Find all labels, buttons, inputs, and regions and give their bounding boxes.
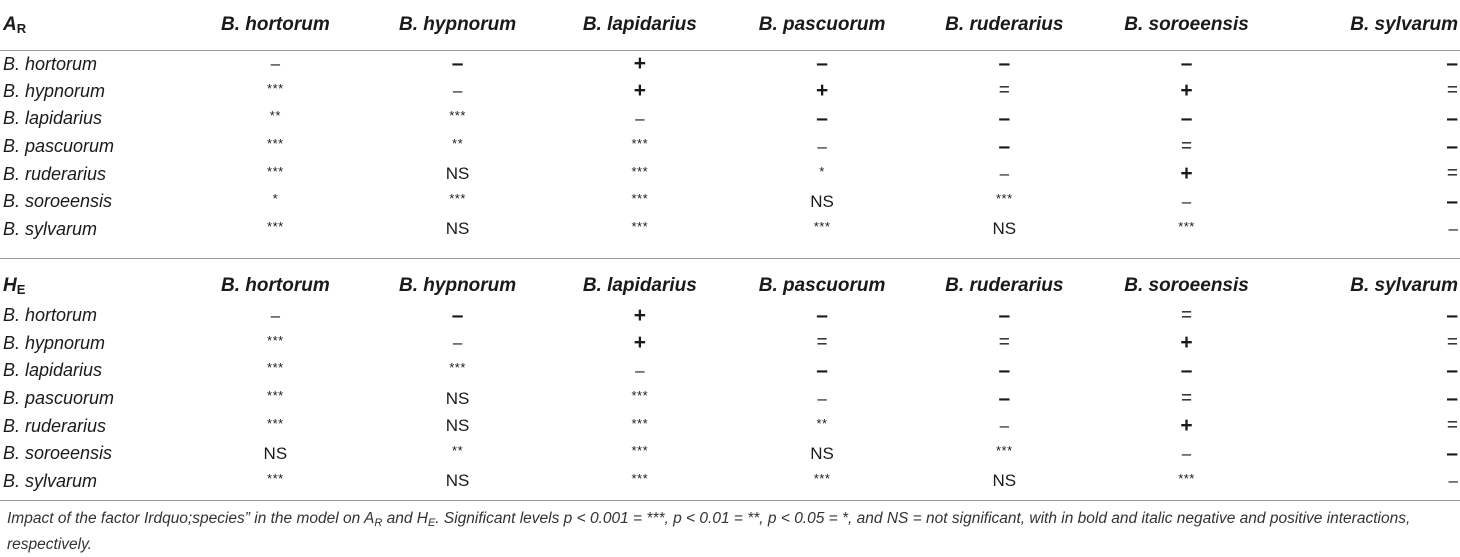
row-label: B. hypnorum [3,80,106,101]
table-cell [549,468,731,496]
table-cell [1278,50,1460,78]
table-cell [184,50,366,78]
cell-value: – [999,416,1010,436]
cell-value: – [816,52,828,76]
cell-value: – [999,164,1010,184]
cell-value: = [816,332,828,354]
table-cell [1095,105,1277,133]
table-cell [1095,78,1277,106]
table-cell [731,412,913,440]
cell-value: – [998,52,1011,76]
cell-value: + [633,79,646,103]
table-row [0,188,1460,216]
row-label: B. pascuorum [3,388,115,409]
column-header: B. hypnorum [399,275,517,296]
table-cell [549,302,731,330]
cell-value: *** [631,470,649,486]
table-cell [731,357,913,385]
header-row [0,0,1460,50]
cell-value: *** [449,191,466,207]
cell-value: *** [813,218,831,234]
column-header: B. soroeensis [1124,13,1249,35]
table-cell [913,302,1095,330]
table-cell [366,412,548,440]
cell-value: ** [452,443,464,459]
cell-value: NS [445,471,470,491]
cell-value: ** [816,415,828,431]
table-cell [1095,468,1277,496]
cell-value: *** [267,360,284,376]
table-row [0,105,1460,133]
table-he [0,270,1460,495]
table-cell [913,357,1095,385]
cell-value: NS [992,219,1017,239]
table-cell [731,302,913,330]
cell-value: = [1180,387,1193,409]
cell-value: ** [452,136,464,152]
cell-value: – [1180,358,1193,382]
row-label: B. ruderarius [3,415,107,436]
table-cell [1278,216,1460,244]
cell-value: *** [267,80,284,96]
table-cell [184,440,366,468]
table-cell [1095,440,1277,468]
table-cell [366,105,548,133]
table-cell [366,330,548,358]
column-header: B. hypnorum [399,13,517,35]
cell-value: = [1180,135,1193,157]
cell-value: – [635,360,645,380]
row-label: B. lapidarius [3,108,103,129]
cell-value: = [1446,415,1458,437]
column-header: B. ruderarius [945,275,1064,296]
table-cell [549,385,731,413]
cell-value: *** [449,108,466,124]
column-header: B. lapidarius [582,13,697,35]
cell-value: + [1180,162,1193,186]
table-cell [366,385,548,413]
row-label: B. lapidarius [3,360,103,381]
table-row [0,50,1460,78]
cell-value: – [1181,191,1192,211]
row-label: B. hortorum [3,53,98,74]
cell-value: + [1180,79,1193,103]
table-caption: Impact of the factor Irdquo;species” in the model on $A_R$ and $H_E$. Significant levels p < 0.001 = ***, p < 0.01 = **, p < 0.05 = *, and NS = not significant, with in bold and italic negative and positive interactions, respectively. [7,510,1411,553]
table-cell [731,188,913,216]
table-row [0,357,1460,385]
cell-value: + [633,331,646,355]
cell-value: *** [1178,218,1195,234]
table-cell [731,105,913,133]
table-cell [731,50,913,78]
table-cell [366,440,548,468]
cell-value: = [998,80,1010,102]
table-row [0,440,1460,468]
table-cell [184,302,366,330]
table-cell [913,330,1095,358]
table-cell [1278,330,1460,358]
cell-value: – [998,358,1011,382]
row-label: B. pascuorum [3,136,115,157]
cell-value: *** [267,218,284,234]
table-divider [0,258,1460,259]
table-cell [731,440,913,468]
cell-value: – [1446,106,1458,130]
table-cell [184,330,366,358]
table-row [0,133,1460,161]
column-header: B. pascuorum [758,13,886,35]
table-cell [366,133,548,161]
cell-value: – [1446,386,1458,410]
cell-value: *** [267,163,284,179]
table-row [0,78,1460,106]
cell-value: NS [263,443,288,463]
cell-value: – [1446,303,1458,327]
column-header: B. pascuorum [758,275,886,296]
cell-value: – [1446,189,1458,213]
row-label: B. ruderarius [3,163,107,184]
table-cell [366,302,548,330]
table-cell [1278,385,1460,413]
table-row [0,468,1460,496]
cell-value: – [270,54,281,74]
table-cell [549,440,731,468]
cell-value: – [1181,443,1192,463]
cell-value: – [998,106,1011,130]
table-cell [1095,412,1277,440]
table-cell [731,216,913,244]
table-cell [1095,385,1277,413]
row-label: B. hypnorum [3,332,106,353]
cell-value: – [452,333,463,353]
column-header: B. sylvarum [1350,13,1458,35]
table-cell [1278,357,1460,385]
table-cell [549,357,731,385]
cell-value: NS [810,191,834,211]
cell-value: NS [810,443,834,463]
cell-value: + [1180,414,1193,438]
header-row [0,270,1460,302]
table-cell [913,440,1095,468]
table-cell [549,105,731,133]
cell-value: *** [267,388,284,404]
cell-value: *** [631,191,649,207]
cell-value: – [816,358,828,382]
cell-value: *** [631,163,649,179]
table-cell [1095,133,1277,161]
column-header: B. lapidarius [582,275,697,296]
cell-value: – [998,134,1011,158]
cell-value: – [817,136,827,156]
table-cell [1095,188,1277,216]
cell-value: – [1180,52,1193,76]
table-cell [1095,160,1277,188]
table-cell [1095,330,1277,358]
cell-value: – [817,388,827,408]
cell-value: *** [449,360,466,376]
table-cell [1278,133,1460,161]
table-cell [1278,160,1460,188]
table-row [0,302,1460,330]
table-row [0,412,1460,440]
cell-value: + [633,303,646,327]
table-cell [731,133,913,161]
table-cell [366,160,548,188]
cell-value: + [1180,331,1193,355]
table-cell [184,357,366,385]
table-cell [1278,302,1460,330]
table-cell [366,216,548,244]
cell-value: = [1446,80,1458,102]
table-row [0,330,1460,358]
cell-value: NS [445,219,470,239]
table-cell [184,133,366,161]
cell-value: NS [445,164,470,184]
table-cell [1278,188,1460,216]
table-cell [731,468,913,496]
table-cell [913,50,1095,78]
table-cell [1278,412,1460,440]
cell-value: *** [813,470,831,486]
cell-value: + [633,52,646,76]
table-cell [184,468,366,496]
table-cell [731,78,913,106]
row-label: B. sylvarum [3,218,98,239]
table-cell [1278,78,1460,106]
cell-value: *** [1178,470,1195,486]
cell-value: *** [631,136,649,152]
row-label: B. sylvarum [3,470,98,491]
cell-value: – [1446,441,1458,465]
table-cell [1278,105,1460,133]
table-cell [549,50,731,78]
table-cell [184,78,366,106]
table-cell [913,468,1095,496]
cell-value: *** [267,470,284,486]
table-cell [549,330,731,358]
row-label: B. soroeensis [3,443,113,464]
table-row [0,160,1460,188]
table-cell [913,78,1095,106]
cell-value: = [1446,163,1458,185]
table-cell [1095,50,1277,78]
column-header: B. sylvarum [1350,275,1458,296]
table-cell [549,216,731,244]
cell-value: * [819,163,825,179]
cell-value: + [815,79,829,103]
table-bottom-rule [0,500,1460,501]
cell-value: – [1446,358,1458,382]
cell-value: – [270,305,281,325]
table-cell [184,188,366,216]
table-cell [913,216,1095,244]
cell-value: * [272,191,279,207]
table-row [0,385,1460,413]
table-cell [549,78,731,106]
cell-value: – [1180,106,1193,130]
table-cell [913,188,1095,216]
cell-value: – [816,303,828,327]
column-header: B. ruderarius [945,13,1064,35]
cell-value: – [451,52,464,76]
row-label: B. hortorum [3,305,98,326]
cell-value: NS [445,388,470,408]
table-cell [549,133,731,161]
table-cell [913,385,1095,413]
cell-value: *** [267,332,284,348]
table-cell [913,412,1095,440]
cell-value: – [1448,219,1458,239]
column-header: B. soroeensis [1124,275,1249,296]
table-cell [549,160,731,188]
cell-value: – [451,303,464,327]
row-label: B. soroeensis [3,191,113,212]
table-cell [1095,357,1277,385]
corner-label: $H_E$ [3,275,26,297]
cell-value: – [998,386,1011,410]
table-cell [184,216,366,244]
table-ar [0,0,1460,243]
table-cell [731,385,913,413]
cell-value: – [1448,471,1458,491]
table-row [0,216,1460,244]
cell-value: *** [631,388,649,404]
cell-value: ** [269,108,281,124]
cell-value: NS [992,471,1017,491]
table-cell [1278,468,1460,496]
table-cell [549,188,731,216]
cell-value: = [998,332,1010,354]
table-cell [913,133,1095,161]
table-cell [731,330,913,358]
table-cell [184,412,366,440]
cell-value: – [452,81,463,101]
table-cell [366,50,548,78]
cell-value: – [1446,52,1458,76]
cell-value: – [1446,134,1458,158]
table-cell [913,105,1095,133]
table-cell [184,385,366,413]
table-cell [366,468,548,496]
cell-value: – [998,303,1011,327]
table-cell [1095,302,1277,330]
cell-value: = [1446,332,1458,354]
cell-value: NS [445,416,470,436]
cell-value: = [1180,304,1193,326]
cell-value: *** [631,218,649,234]
cell-value: *** [995,191,1013,207]
cell-value: *** [631,415,649,431]
table-cell [731,160,913,188]
cell-value: *** [995,443,1013,459]
table-cell [1095,216,1277,244]
table-cell [366,357,548,385]
cell-value: – [816,106,828,130]
cell-value: *** [631,443,649,459]
cell-value: *** [267,136,284,152]
table-cell [184,105,366,133]
cell-value: *** [267,415,284,431]
table-cell [549,412,731,440]
column-header: B. hortorum [221,275,330,296]
cell-value: – [635,108,645,128]
table-cell [366,78,548,106]
table-cell [913,160,1095,188]
corner-label: $A_R$ [3,13,27,36]
table-cell [1278,440,1460,468]
table-cell [184,160,366,188]
column-header: B. hortorum [221,13,330,35]
table-cell [366,188,548,216]
